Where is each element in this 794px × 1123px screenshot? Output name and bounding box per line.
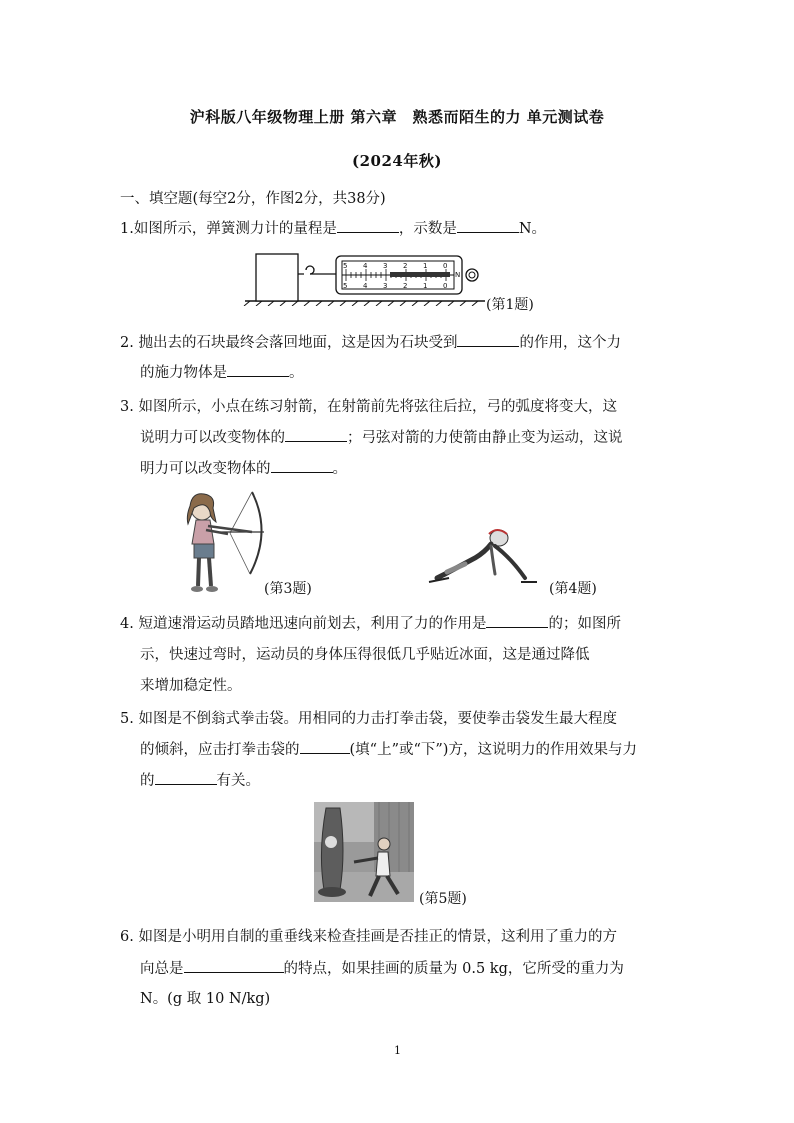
q5-caption: (第5题): [419, 891, 467, 907]
q3-blank-1[interactable]: [285, 427, 347, 442]
question-4-line-2: 示，快速过弯时，运动员的身体压得很低几乎贴近冰面，这是通过降低: [140, 647, 590, 663]
q1-blank-2[interactable]: [457, 218, 519, 233]
question-5-line-1: 5. 如图是不倒翁式拳击袋。用相同的力击打拳击袋，要使拳击袋发生最大程度: [120, 711, 617, 727]
svg-text:1: 1: [423, 282, 428, 290]
q4-blank-1[interactable]: [486, 613, 548, 628]
question-3-line-3: [140, 457, 347, 478]
q5-text-b: (填“上”或“下”)方，这说明力的作用效果与力: [349, 742, 637, 758]
q6-text-b: 的特点，如果挂画的质量为 0.5 kg，它所受的重力为: [283, 961, 624, 977]
question-5-line-2: [140, 738, 637, 759]
document-subtitle: (2024年秋): [352, 152, 442, 170]
q3-caption: (第3题): [264, 581, 312, 597]
q2-blank-1[interactable]: [457, 332, 519, 347]
q3-text-c: 明力可以改变物体的: [140, 461, 271, 477]
spring-scale-figure: [240, 248, 490, 306]
question-3-line-1: 3. 如图所示，小点在练习射箭，在射箭前先将弦往后拉，弓的弧度将变大，这: [120, 399, 617, 415]
svg-text:4: 4: [363, 262, 368, 270]
question-3-line-2: [140, 426, 623, 447]
block-shape: [256, 254, 298, 301]
archer-girl-figure: [180, 488, 264, 596]
q5-blank-2[interactable]: [155, 770, 217, 785]
q5-text-c: 的: [140, 773, 155, 789]
question-6-line-2: [140, 957, 624, 978]
speed-skater-figure: [425, 522, 545, 588]
q2-text-b: 的作用，这个力: [519, 335, 621, 351]
q1-text-a: 1.如图所示，弹簧测力计的量程是: [120, 221, 337, 237]
question-1: [120, 217, 546, 238]
section-heading: 一、填空题(每空2分，作图2分，共38分): [120, 191, 386, 207]
q5-text-d: 有关。: [216, 773, 260, 789]
svg-text:3: 3: [383, 282, 388, 290]
q1-caption: (第1题): [486, 297, 534, 313]
question-4-line-3: 来增加稳定性。: [140, 678, 242, 694]
q6-blank-1[interactable]: [184, 958, 284, 973]
question-6-line-1: 6. 如图是小明用自制的重垂线来检查挂画是否挂正的情景，这利用了重力的方: [120, 929, 617, 945]
q6-text-a: 向总是: [140, 961, 184, 977]
svg-text:4: 4: [363, 282, 368, 290]
svg-text:0: 0: [443, 262, 448, 270]
q2-text-a: 2. 抛出去的石块最终会落回地面，这是因为石块受到: [120, 335, 458, 351]
svg-text:2: 2: [403, 282, 408, 290]
q2-text-c: 的施力物体是: [140, 365, 227, 381]
q4-text-b: 的；如图所: [548, 616, 621, 632]
document-title: 沪科版八年级物理上册 第六章 熟悉而陌生的力 单元测试卷: [189, 108, 605, 126]
question-2-line-2: [140, 361, 304, 382]
question-4-line-1: [120, 612, 621, 633]
q3-text-d: 。: [332, 461, 347, 477]
q3-text-a: 说明力可以改变物体的: [140, 430, 285, 446]
q2-text-d: 。: [289, 365, 304, 381]
page-number: 1: [394, 1044, 401, 1057]
question-5-line-3: [140, 769, 260, 790]
svg-text:2: 2: [403, 262, 408, 270]
svg-text:0: 0: [443, 282, 448, 290]
svg-text:1: 1: [423, 262, 428, 270]
svg-text:5: 5: [343, 282, 348, 290]
q4-caption: (第4题): [549, 581, 597, 597]
q4-text-a: 4. 短道速滑运动员踏地迅速向前划去，利用了力的作用是: [120, 616, 487, 632]
q1-blank-1[interactable]: [337, 218, 399, 233]
boxing-bag-photo: [314, 802, 414, 902]
q5-text-a: 的倾斜，应击打拳击袋的: [140, 742, 300, 758]
q5-blank-1[interactable]: [300, 739, 350, 754]
question-2-line-1: [120, 331, 621, 352]
q3-blank-2[interactable]: [271, 458, 333, 473]
svg-text:3: 3: [383, 262, 388, 270]
q2-blank-2[interactable]: [227, 362, 289, 377]
question-6-line-3: N。(g 取 10 N/kg): [140, 991, 271, 1007]
q3-text-b: ；弓弦对箭的力使箭由静止变为运动，这说: [347, 430, 623, 446]
q1-text-c: N。: [518, 221, 547, 237]
svg-text:N: N: [455, 271, 461, 279]
q1-text-b: ，示数是: [398, 221, 457, 237]
svg-text:5: 5: [343, 262, 348, 270]
